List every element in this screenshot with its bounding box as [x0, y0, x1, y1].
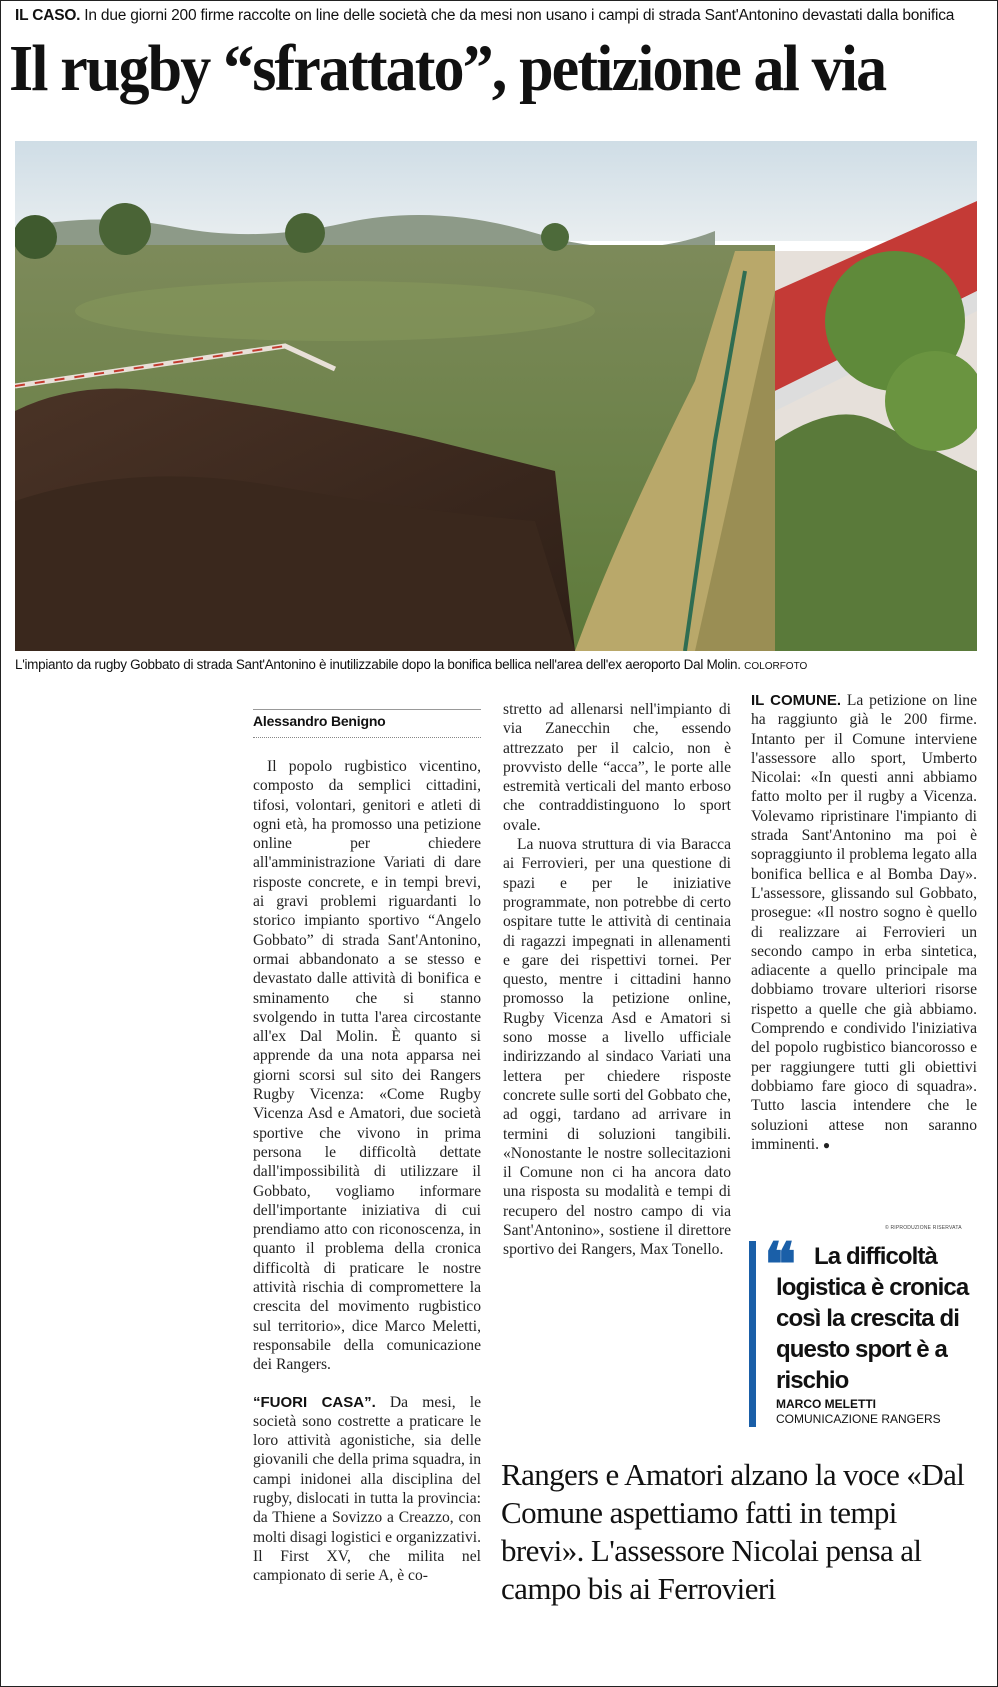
- pull-quote: [749, 1232, 986, 1427]
- section-lead: “FUORI CASA”.: [253, 1393, 376, 1411]
- photo-credit: COLORFOTO: [744, 661, 808, 672]
- body-paragraph-fuori-casa: [253, 1393, 481, 1586]
- quote-author: MARCO MELETTI: [776, 1397, 876, 1411]
- photo-caption: [15, 657, 985, 672]
- section-lead: IL COMUNE.: [751, 692, 842, 709]
- subheadline: Rangers e Amatori alzano la voce «Dal Comune aspettiamo fatti in tempi brevi». L'assessore Nicolai pensa al campo bis ai Ferrovieri: [501, 1457, 965, 1606]
- body-text: La petizione on line ha raggiunto già le 200 firme. Intanto per il Comune interviene l'assessore allo sport, Umberto Nicolai: «In questi anni abbiamo fatto molto per il rugby a Vicenza. Volevamo ripristinare l'impianto di strada Sant'Antonino ma poi è sopraggiunto il problema legato alla bonifica bellica e al Bomba Day». L'assessore, glissando sul Gobbato, prosegue: «Il nostro sogno è quello di realizzare ai Ferrovieri un secondo campo in erba sintetica, adiacente a quello principale ma dobbiamo trovare ulteriori risorse rispetto a quelle che già abbiamo. Comprendo e condivido l'iniziativa del popolo rugbistico biancorosso e per raggiungere tutti gli obiettivi dobbiamo fare gioco di squadra». Tutto lascia intendere che le soluzioni attese non saranno imminenti.: [751, 692, 977, 1153]
- rugby-field-photo: [15, 141, 977, 651]
- body-paragraph: Il popolo rugbistico vicentino, composto da semplici cittadini, tifosi, volontari, genitori e atleti di ogni età, ha promosso una petizione online per chiedere all'amministrazione Variati di dare risposte concrete, e in tempi brevi, ai gravi problemi riguardanti lo storico impianto sportivo “Angelo Gobbato” di strada Sant'Antonino, ormai abbandonato a se stesso e devastato dalle attività di bonifica e sminamento che si stanno svolgendo in tutta l'area circostante all'ex Dal Molin. È quanto si apprende da una nota apparsa nei giorni scorsi sul sito dei Rangers Rugby Vicenza: «Come Rugby Vicenza Asd e Amatori, due società sportive che vivono in prima persona le difficoltà dettate dall'impossibilità di utilizzare il Gobbato, vogliamo informare dell'importante iniziativa di cui prendiamo atto con riconoscenza, in quanto il problema della cronica difficoltà di praticare le nostre attività rischia di compromettere la crescita del movimento rugbistico sul territorio», dice Marco Meletti, responsabile della comunicazione dei Rangers.: [253, 758, 481, 1374]
- kicker-text: In due giorni 200 firme raccolte on line delle società che da mesi non usano i campi di strada Sant'Antonino devastati dalla bonifica: [84, 7, 955, 24]
- body-paragraph-comune: [751, 691, 977, 1155]
- body-text: Da mesi, le società sono costrette a praticare le loro attività agonistiche, sia delle giovanili che della prima squadra, in campi inidonei alla disciplina del rugby, dislocati in tutta la provincia: da Thiene a Sovizzo a Creazzo, con molti disagi logistici e organizzativi. Il First XV, che milita nel campionato di serie A, è co-: [253, 1393, 481, 1585]
- article-column-2: [503, 700, 731, 1260]
- end-mark: ●: [822, 1137, 831, 1152]
- byline: Alessandro Benigno: [253, 709, 481, 729]
- quote-marks-icon: ❝: [764, 1232, 797, 1298]
- article-column-3: [751, 691, 977, 1155]
- kicker-label: IL CASO.: [15, 7, 81, 24]
- body-paragraph: La nuova struttura di via Baracca ai Ferrovieri, per una questione di spazi e per le iniziative programmate, non potrebbe di certo ospitare tutte le attività di centinaia di ragazzi impegnati in allenamenti e gare dei rispettivi tornei. Per questo, mentre i cittadini hanno promosso la petizione online, Rugby Vicenza Asd e Amatori si sono mosse a livello ufficiale indirizzando al sindaco Variati una lettera per chiedere risposte concrete sulle sorti del Gobbato che, ad oggi, tardano ad arrivare in termini di soluzioni tangibili. «Nonostante le nostre sollecitazioni il Comune non ci ha ancora dato una risposta su modalità e tempi di recupero del nostro campo di via Sant'Antonino», sostiene il direttore sportivo dei Rangers, Max Tonello.: [503, 836, 731, 1259]
- copyright-note: © RIPRODUZIONE RISERVATA: [885, 1225, 962, 1231]
- headline: Il rugby “sfrattato”, petizione al via: [9, 32, 886, 105]
- article-column-1: [253, 757, 481, 1585]
- body-paragraph: stretto ad allenarsi nell'impianto di via Zanecchin che, essendo attrezzato per il calcio, non è provvisto delle “acca”, le porte alle estremità verticali del manto erboso che contraddistinguono lo sport ovale.: [503, 701, 731, 834]
- quote-role: COMUNICAZIONE RANGERS: [776, 1412, 941, 1426]
- kicker: [15, 7, 985, 25]
- pull-quote-text: La difficoltà logistica è cronica così la crescita di questo sport è a rischio: [776, 1243, 969, 1394]
- caption-text: L'impianto da rugby Gobbato di strada Sant'Antonino è inutilizzabile dopo la bonifica bellica nell'area dell'ex aeroporto Dal Molin.: [15, 657, 741, 672]
- byline-rule: [253, 737, 481, 738]
